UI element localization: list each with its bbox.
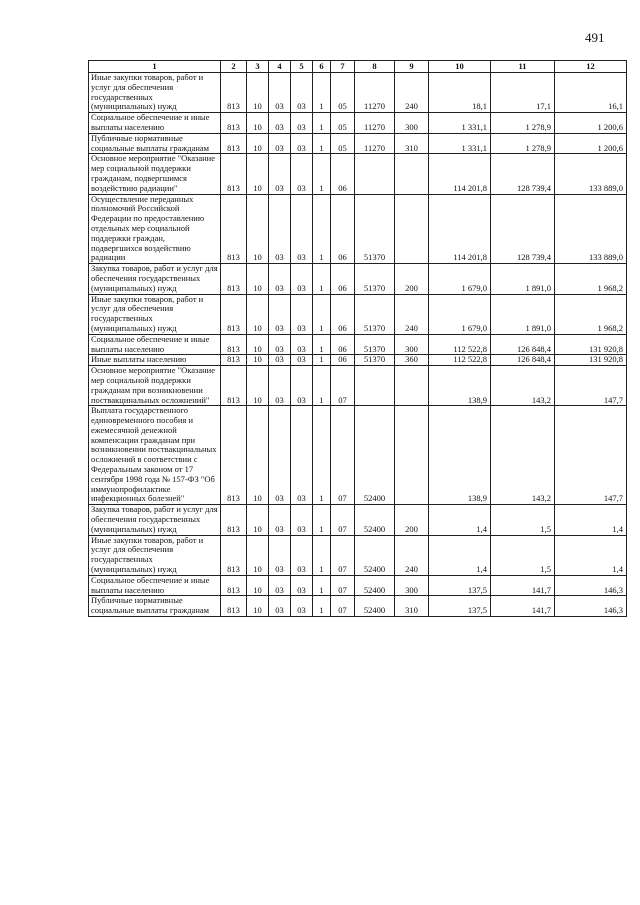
section-code: 10: [247, 133, 269, 154]
subsection-code: 03: [269, 294, 291, 334]
table-row: [89, 194, 627, 264]
ministry-code: 813: [221, 355, 247, 366]
subprogram-code: 1: [313, 505, 331, 535]
subsection-code: 03: [269, 596, 291, 617]
amount-col10: 1,4: [429, 535, 491, 575]
section-code: 10: [247, 294, 269, 334]
program-code: 03: [291, 113, 313, 134]
table-row: [89, 505, 627, 535]
subsection-code: 03: [269, 73, 291, 113]
ministry-code: 813: [221, 133, 247, 154]
subsection-code: 03: [269, 133, 291, 154]
column-header: 7: [331, 61, 355, 73]
subsection-code: 03: [269, 535, 291, 575]
section-code: 10: [247, 264, 269, 294]
event-code: 05: [331, 73, 355, 113]
amount-col10: 1 331,1: [429, 133, 491, 154]
column-header: 9: [395, 61, 429, 73]
subprogram-code: 1: [313, 154, 331, 194]
table-row: [89, 535, 627, 575]
ministry-code: 813: [221, 194, 247, 264]
amount-col12: 133 889,0: [555, 154, 627, 194]
expense-type-code: [395, 194, 429, 264]
column-header: 11: [491, 61, 555, 73]
direction-code: [355, 366, 395, 406]
table-row: [89, 113, 627, 134]
amount-col12: 1 200,6: [555, 133, 627, 154]
program-code: 03: [291, 264, 313, 294]
program-code: 03: [291, 133, 313, 154]
direction-code: 11270: [355, 73, 395, 113]
section-code: 10: [247, 154, 269, 194]
amount-col11: 126 848,4: [491, 355, 555, 366]
row-name: Закупка товаров, работ и услуг для обеспечения государственных (муниципальных) нужд: [89, 264, 221, 294]
amount-col11: 141,7: [491, 596, 555, 617]
row-name: Социальное обеспечение и иные выплаты населению: [89, 113, 221, 134]
ministry-code: 813: [221, 73, 247, 113]
event-code: 07: [331, 505, 355, 535]
section-code: 10: [247, 535, 269, 575]
direction-code: 11270: [355, 113, 395, 134]
direction-code: 52400: [355, 575, 395, 596]
amount-col11: 143,2: [491, 406, 555, 505]
amount-col11: 1 278,9: [491, 133, 555, 154]
column-header: 12: [555, 61, 627, 73]
amount-col10: 1 331,1: [429, 113, 491, 134]
row-name: Осуществление переданных полномочий Российской Федерации по предоставлению отдельных мер социальной поддержки граждан, подвергшихся воздействию радиации: [89, 194, 221, 264]
column-header: 3: [247, 61, 269, 73]
amount-col11: 1 278,9: [491, 113, 555, 134]
subsection-code: 03: [269, 406, 291, 505]
amount-col10: 138,9: [429, 406, 491, 505]
event-code: 06: [331, 194, 355, 264]
column-header: 2: [221, 61, 247, 73]
table-row: [89, 575, 627, 596]
subprogram-code: 1: [313, 334, 331, 355]
subsection-code: 03: [269, 355, 291, 366]
amount-col12: 146,3: [555, 596, 627, 617]
program-code: 03: [291, 406, 313, 505]
amount-col10: 1 679,0: [429, 264, 491, 294]
table-row: [89, 73, 627, 113]
program-code: 03: [291, 154, 313, 194]
expense-type-code: [395, 406, 429, 505]
program-code: 03: [291, 596, 313, 617]
amount-col12: 1 200,6: [555, 113, 627, 134]
amount-col10: 1 679,0: [429, 294, 491, 334]
row-name: Социальное обеспечение и иные выплаты населению: [89, 334, 221, 355]
row-name: Социальное обеспечение и иные выплаты населению: [89, 575, 221, 596]
table-row: [89, 366, 627, 406]
expense-type-code: 300: [395, 113, 429, 134]
direction-code: 52400: [355, 505, 395, 535]
amount-col10: 137,5: [429, 596, 491, 617]
column-header: 1: [89, 61, 221, 73]
subprogram-code: 1: [313, 406, 331, 505]
page-number: 491: [585, 30, 605, 45]
amount-col12: 133 889,0: [555, 194, 627, 264]
amount-col12: 131 920,8: [555, 355, 627, 366]
amount-col10: 137,5: [429, 575, 491, 596]
expense-type-code: [395, 154, 429, 194]
row-name: Публичные нормативные социальные выплаты гражданам: [89, 596, 221, 617]
ministry-code: 813: [221, 264, 247, 294]
section-code: 10: [247, 596, 269, 617]
amount-col11: 128 739,4: [491, 154, 555, 194]
ministry-code: 813: [221, 154, 247, 194]
event-code: 07: [331, 575, 355, 596]
ministry-code: 813: [221, 575, 247, 596]
ministry-code: 813: [221, 596, 247, 617]
event-code: 06: [331, 334, 355, 355]
amount-col12: 16,1: [555, 73, 627, 113]
amount-col11: 1,5: [491, 535, 555, 575]
section-code: 10: [247, 505, 269, 535]
subsection-code: 03: [269, 334, 291, 355]
table-row: [89, 264, 627, 294]
subprogram-code: 1: [313, 294, 331, 334]
ministry-code: 813: [221, 406, 247, 505]
program-code: 03: [291, 366, 313, 406]
event-code: 06: [331, 154, 355, 194]
expense-type-code: 360: [395, 355, 429, 366]
amount-col11: 17,1: [491, 73, 555, 113]
direction-code: 52400: [355, 406, 395, 505]
subsection-code: 03: [269, 264, 291, 294]
expense-type-code: 300: [395, 575, 429, 596]
amount-col11: 1,5: [491, 505, 555, 535]
subsection-code: 03: [269, 113, 291, 134]
subprogram-code: 1: [313, 366, 331, 406]
event-code: 05: [331, 133, 355, 154]
ministry-code: 813: [221, 294, 247, 334]
program-code: 03: [291, 575, 313, 596]
subsection-code: 03: [269, 194, 291, 264]
subprogram-code: 1: [313, 596, 331, 617]
expense-type-code: 200: [395, 505, 429, 535]
event-code: 06: [331, 294, 355, 334]
program-code: 03: [291, 73, 313, 113]
program-code: 03: [291, 194, 313, 264]
row-name: Выплата государственного единовременного пособия и ежемесячной денежной компенсации гражданам при возникновении поствакцинальных осложнений в соответствии с Федеральным законом от 17 сентября 1998 года № 157-ФЗ "Об иммунопрофилактике инфекционных болезней": [89, 406, 221, 505]
subprogram-code: 1: [313, 113, 331, 134]
amount-col10: 112 522,8: [429, 355, 491, 366]
column-header: 6: [313, 61, 331, 73]
row-name: Иные закупки товаров, работ и услуг для обеспечения государственных (муниципальных) нужд: [89, 535, 221, 575]
amount-col12: 1,4: [555, 505, 627, 535]
amount-col11: 141,7: [491, 575, 555, 596]
program-code: 03: [291, 334, 313, 355]
table-row: [89, 355, 627, 366]
expense-type-code: 240: [395, 294, 429, 334]
direction-code: 51370: [355, 264, 395, 294]
expense-type-code: 240: [395, 73, 429, 113]
subprogram-code: 1: [313, 355, 331, 366]
event-code: 06: [331, 264, 355, 294]
expense-type-code: 300: [395, 334, 429, 355]
event-code: 06: [331, 355, 355, 366]
program-code: 03: [291, 355, 313, 366]
expense-type-code: 240: [395, 535, 429, 575]
amount-col12: 1 968,2: [555, 264, 627, 294]
section-code: 10: [247, 113, 269, 134]
amount-col11: 143,2: [491, 366, 555, 406]
subsection-code: 03: [269, 154, 291, 194]
row-name: Иные закупки товаров, работ и услуг для обеспечения государственных (муниципальных) нужд: [89, 73, 221, 113]
subprogram-code: 1: [313, 73, 331, 113]
amount-col10: 18,1: [429, 73, 491, 113]
table-row: [89, 133, 627, 154]
event-code: 07: [331, 596, 355, 617]
amount-col10: 114 201,8: [429, 194, 491, 264]
amount-col10: 1,4: [429, 505, 491, 535]
section-code: 10: [247, 334, 269, 355]
subprogram-code: 1: [313, 575, 331, 596]
direction-code: 51370: [355, 294, 395, 334]
direction-code: [355, 154, 395, 194]
amount-col11: 128 739,4: [491, 194, 555, 264]
program-code: 03: [291, 535, 313, 575]
amount-col10: 112 522,8: [429, 334, 491, 355]
ministry-code: 813: [221, 334, 247, 355]
amount-col12: 1,4: [555, 535, 627, 575]
direction-code: 52400: [355, 535, 395, 575]
ministry-code: 813: [221, 535, 247, 575]
subprogram-code: 1: [313, 194, 331, 264]
budget-table: [88, 60, 627, 617]
program-code: 03: [291, 294, 313, 334]
row-name: Основное мероприятие "Оказание мер социальной поддержки гражданам при возникновении поствакцинальных осложнений": [89, 366, 221, 406]
amount-col10: 138,9: [429, 366, 491, 406]
direction-code: 51370: [355, 194, 395, 264]
expense-type-code: 310: [395, 133, 429, 154]
subsection-code: 03: [269, 575, 291, 596]
direction-code: 51370: [355, 334, 395, 355]
column-header: 10: [429, 61, 491, 73]
subprogram-code: 1: [313, 133, 331, 154]
table-row: [89, 596, 627, 617]
amount-col12: 1 968,2: [555, 294, 627, 334]
table-body: [89, 73, 627, 617]
section-code: 10: [247, 355, 269, 366]
amount-col12: 146,3: [555, 575, 627, 596]
row-name: Публичные нормативные социальные выплаты гражданам: [89, 133, 221, 154]
direction-code: 52400: [355, 596, 395, 617]
amount-col10: 114 201,8: [429, 154, 491, 194]
table-row: [89, 334, 627, 355]
row-name: Иные закупки товаров, работ и услуг для обеспечения государственных (муниципальных) нужд: [89, 294, 221, 334]
expense-type-code: [395, 366, 429, 406]
column-header: 4: [269, 61, 291, 73]
subsection-code: 03: [269, 366, 291, 406]
row-name: Закупка товаров, работ и услуг для обеспечения государственных (муниципальных) нужд: [89, 505, 221, 535]
row-name: Основное мероприятие "Оказание мер социальной поддержки гражданам, подвергшимся воздействию радиации": [89, 154, 221, 194]
direction-code: 51370: [355, 355, 395, 366]
section-code: 10: [247, 194, 269, 264]
subprogram-code: 1: [313, 535, 331, 575]
event-code: 07: [331, 366, 355, 406]
direction-code: 11270: [355, 133, 395, 154]
amount-col11: 126 848,4: [491, 334, 555, 355]
expense-type-code: 310: [395, 596, 429, 617]
header-row: [89, 61, 627, 73]
subsection-code: 03: [269, 505, 291, 535]
amount-col12: 147,7: [555, 366, 627, 406]
section-code: 10: [247, 366, 269, 406]
expense-type-code: 200: [395, 264, 429, 294]
ministry-code: 813: [221, 113, 247, 134]
section-code: 10: [247, 73, 269, 113]
event-code: 07: [331, 535, 355, 575]
table-row: [89, 154, 627, 194]
subprogram-code: 1: [313, 264, 331, 294]
column-header: 5: [291, 61, 313, 73]
row-name: Иные выплаты населению: [89, 355, 221, 366]
ministry-code: 813: [221, 505, 247, 535]
amount-col12: 131 920,8: [555, 334, 627, 355]
program-code: 03: [291, 505, 313, 535]
table-row: [89, 294, 627, 334]
section-code: 10: [247, 575, 269, 596]
event-code: 05: [331, 113, 355, 134]
table-row: [89, 406, 627, 505]
amount-col11: 1 891,0: [491, 294, 555, 334]
section-code: 10: [247, 406, 269, 505]
ministry-code: 813: [221, 366, 247, 406]
amount-col12: 147,7: [555, 406, 627, 505]
column-header: 8: [355, 61, 395, 73]
amount-col11: 1 891,0: [491, 264, 555, 294]
event-code: 07: [331, 406, 355, 505]
